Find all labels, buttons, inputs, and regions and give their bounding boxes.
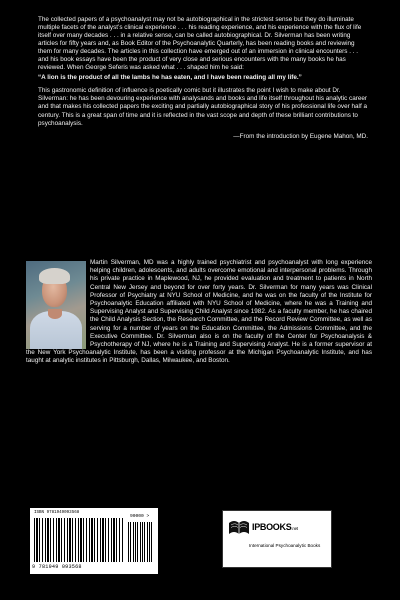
barcode-bars: [34, 518, 124, 562]
publisher-logo: [222, 510, 332, 568]
author-bio-section: [26, 259, 372, 366]
open-book-icon: [228, 517, 250, 537]
intro-attribution: —From the introduction by Eugene Mahon, MD.: [233, 132, 368, 140]
isbn-barcode: [30, 508, 158, 574]
price-code: 90000 >: [130, 514, 150, 519]
seferis-quote: “A lion is the product of all the lambs he has eaten, and I have been reading all my life.”: [38, 74, 302, 82]
publisher-wordmark: IPBOOKS.net: [252, 522, 298, 532]
author-bio-text: Martin Silverman, MD was a highly trained psychiatrist and psychoanalyst with long experience helping children, adolescents, and adults overcome emotional and interpersonal problems. Through his private practice in Maplewood, NJ, he provided evaluation and treatment to patients in North Central New Jersey and beyond for over forty years. Dr. Silverman for many years was Clinical Professor of Psychiatry at NYU School of Medicine, and he was on the faculty of the Institute for Psychoanalytic Education affiliated with NYU School of Medicine, where he was a Training and Supervising Analyst and Supervising Child Analyst since 1982. As a faculty member, he has chaired the Child Analysis Section, the Research Committee, and the Record Review Committee, as well as serving for a number of years on the Education Committee, the Admissions Committee, and the Executive Committee. Dr. Silverman also is on the faculty of the Center for Psychoanalysis & Psychotherapy of NJ, where he is a Training and Supervising Analyst. He is a former supervisor at the New York Psychoanalytic Institute, has been a visiting professor at the Michigan Psychoanalytic Institute, and has taught at analytic institutes in Pittsburgh, Dallas, Milwaukee, and Boston.: [26, 259, 372, 365]
price-barcode-bars: [128, 522, 154, 562]
introduction-excerpt: [38, 16, 368, 141]
isbn-label: ISBN 9781949093568: [34, 511, 80, 515]
author-photo: [26, 261, 86, 349]
intro-paragraph-2: This gastronomic definition of influence is poetically comic but it illustrates the point I wish to make about Dr. Silverman: he has been devouring experience with analysands and books and life itself throughout his analytic career and that makes his collected papers the exciting and partially autobiographical story of his professional life over half a century. This is a great span of time and it is reflected in the vast scope and depth of these brilliant contributions to psychoanalysis.: [38, 87, 368, 127]
isbn-digits: 9 781949 093568: [32, 564, 82, 570]
intro-paragraph-1: The collected papers of a psychoanalyst may not be autobiographical in the strictest sense but they do illuminate multiple facets of the analyst’s clinical experience . . . his reading experience, and his experience with the flux of life itself over many decades . . . in a relative sense, can be called autobiographical. Dr. Silverman has been writing articles for fifty years and, as Book Editor of the Psychoanalytic Quarterly, has been reading books and reviewing them for many decades. The articles in this collection have emerged out of an immersion in clinical encounters . . . and his book essays have been the product of very close and serious encounters with the many books he has reviewed. When George Seferis was asked what . . . shaped him he said:: [38, 16, 362, 72]
publisher-name: International Psychoanalytic Books: [249, 543, 321, 548]
